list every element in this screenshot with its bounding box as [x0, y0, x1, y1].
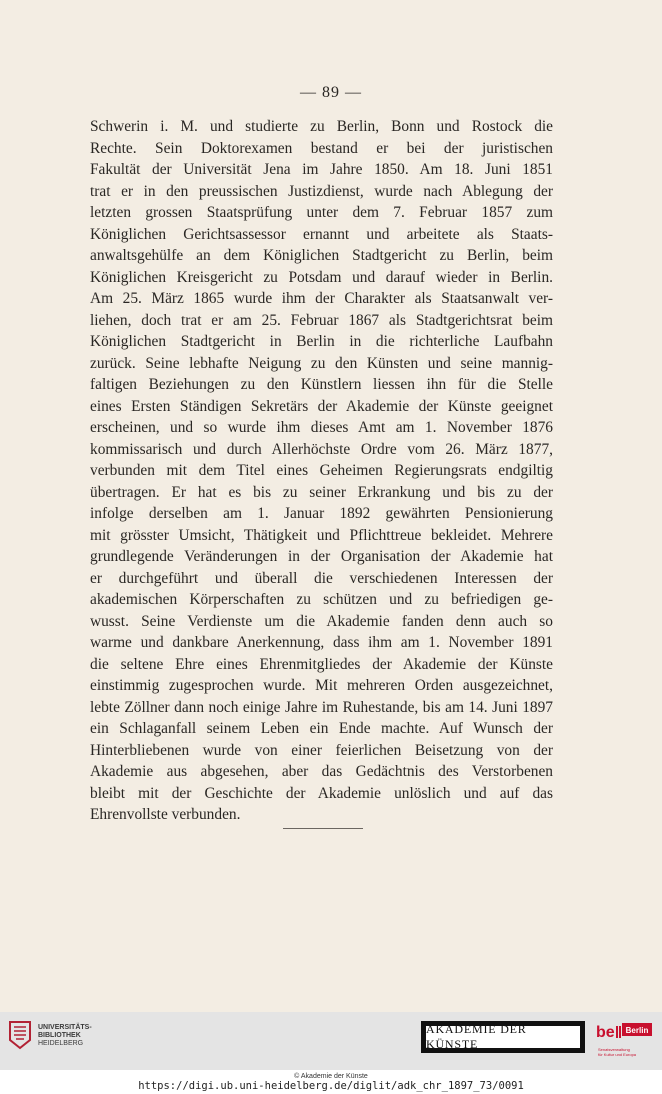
- text-line: Königlichen Kreisgericht zu Potsdam und darauf wieder in Berlin.: [90, 268, 553, 286]
- section-divider: [283, 828, 363, 829]
- text-line: warme und dankbare Anerkennung, dass ihm am 1. November 1891: [90, 634, 553, 651]
- university-line: UNIVERSITÄTS-: [38, 1024, 92, 1031]
- text-line: anwaltsgehülfe an dem Königlichen Stadtgericht zu Berlin, beim: [90, 247, 553, 264]
- akademie-der-kuenste-logo[interactable]: [421, 1021, 585, 1053]
- berlin-logo-be: be: [596, 1024, 615, 1041]
- text-line: ein Schlaganfall seinem Leben ein Ende machte. Auf Wunsch der: [90, 720, 553, 737]
- city-line: HEIDELBERG: [38, 1040, 84, 1047]
- library-line: BIBLIOTHEK: [38, 1032, 81, 1039]
- text-line: Schwerin i. M. und studierte zu Berlin, Bonn und Rostock die: [90, 118, 553, 135]
- text-line: erscheinen, und so wurde ihm dieses Amt am 1. November 1876: [90, 419, 553, 436]
- text-line: bleibt mit der Geschichte der Akademie unlöslich und auf das: [90, 784, 553, 802]
- text-line: verbunden mit dem Titel eines Geheimen Regierungsrats endgiltig: [90, 462, 553, 479]
- text-line: grundlegende Veränderungen in der Organisation der Akademie hat: [90, 548, 553, 565]
- text-line: infolge derselben am 1. Januar 1892 gewährten Pensionierung: [90, 505, 553, 522]
- text-line: übertragen. Er hat es bis zu seiner Erkrankung und bis zu der: [90, 483, 553, 501]
- text-line: letzten grossen Staatsprüfung unter dem 7. Februar 1857 zum: [90, 204, 553, 221]
- footer-bar: [0, 1012, 662, 1070]
- berlin-sub-line: Senatsverwaltung: [598, 1047, 630, 1052]
- text-line: Königlichen Stadtgericht in Berlin in die richterliche Laufbahn: [90, 333, 553, 350]
- text-line: zurück. Seine lebhafte Neigung zu den Künsten und seine mannig-: [90, 354, 553, 372]
- copyright-notice: © Akademie der Künste: [294, 1073, 368, 1080]
- text-line: mit grösster Umsicht, Thätigkeit und Pflichttreue bekleidet. Mehrere: [90, 526, 553, 544]
- source-url-link[interactable]: https://digi.ub.uni-heidelberg.de/diglit/adk_chr_1897_73/0091: [138, 1080, 524, 1092]
- text-line: Fakultät der Universität Jena im Jahre 1850. Am 18. Juni 1851: [90, 161, 553, 178]
- page-number: — 89 —: [300, 84, 362, 101]
- text-line: Rechte. Sein Doktorexamen bestand er bei der juristischen: [90, 139, 553, 157]
- text-line: Ehrenvollste verbunden.: [90, 806, 241, 823]
- berlin-sub-line: für Kultur und Europa: [598, 1052, 637, 1057]
- akademie-label: AKADEMIE DER KÜNSTE: [425, 1025, 581, 1049]
- text-line: eines Ersten Ständigen Sekretärs der Akademie der Künste geeignet: [90, 397, 553, 415]
- text-line: kommissarisch und durch Allerhöchste Ordre vom 26. März 1877,: [90, 440, 553, 458]
- text-line: er durchgeführt und überall die verschiedenen Interessen der: [90, 569, 553, 587]
- text-line: einstimmig zugesprochen wurde. Mit mehreren Orden ausgezeichnet,: [90, 677, 553, 694]
- text-line: akademischen Körperschaften zu schützen und zu befriedigen ge-: [90, 591, 553, 608]
- body-text: [90, 116, 553, 826]
- text-line: Königlichen Gerichtsassessor ernannt und arbeitete als Staats-: [90, 225, 553, 243]
- text-line: Akademie aus abgesehen, aber das Gedächtnis des Verstorbenen: [90, 763, 553, 780]
- text-line: faltigen Beziehungen zu den Künstlern liessen ihn für die Stelle: [90, 376, 553, 393]
- text-line: wusst. Seine Verdienste um die Akademie fanden denn auch so: [90, 612, 553, 630]
- heidelberg-university-library-logo-icon[interactable]: [8, 1020, 32, 1050]
- text-line: trat er in den preussischen Justizdienst, wurde nach Ablegung der: [90, 182, 553, 200]
- text-line: Hinterbliebenen wurde von einer feierlichen Beisetzung von der: [90, 741, 553, 759]
- text-line: die seltene Ehre eines Ehrenmitgliedes der Akademie der Künste: [90, 655, 553, 673]
- berlin-logo-berlin: Berlin: [625, 1026, 649, 1035]
- text-line: Am 25. März 1865 wurde ihm der Charakter als Staatsanwalt ver-: [90, 290, 553, 307]
- text-line: lebte Zöllner dann noch einige Jahre im Ruhestande, bis am 14. Juni 1897: [90, 698, 553, 716]
- berlin-senate-sublabel: [598, 1047, 654, 1057]
- berlin-senate-logo[interactable]: [596, 1020, 652, 1064]
- text-line: liehen, doch trat er am 25. Februar 1867 als Stadtgerichtsrat beim: [90, 311, 553, 329]
- university-library-label: [38, 1024, 92, 1048]
